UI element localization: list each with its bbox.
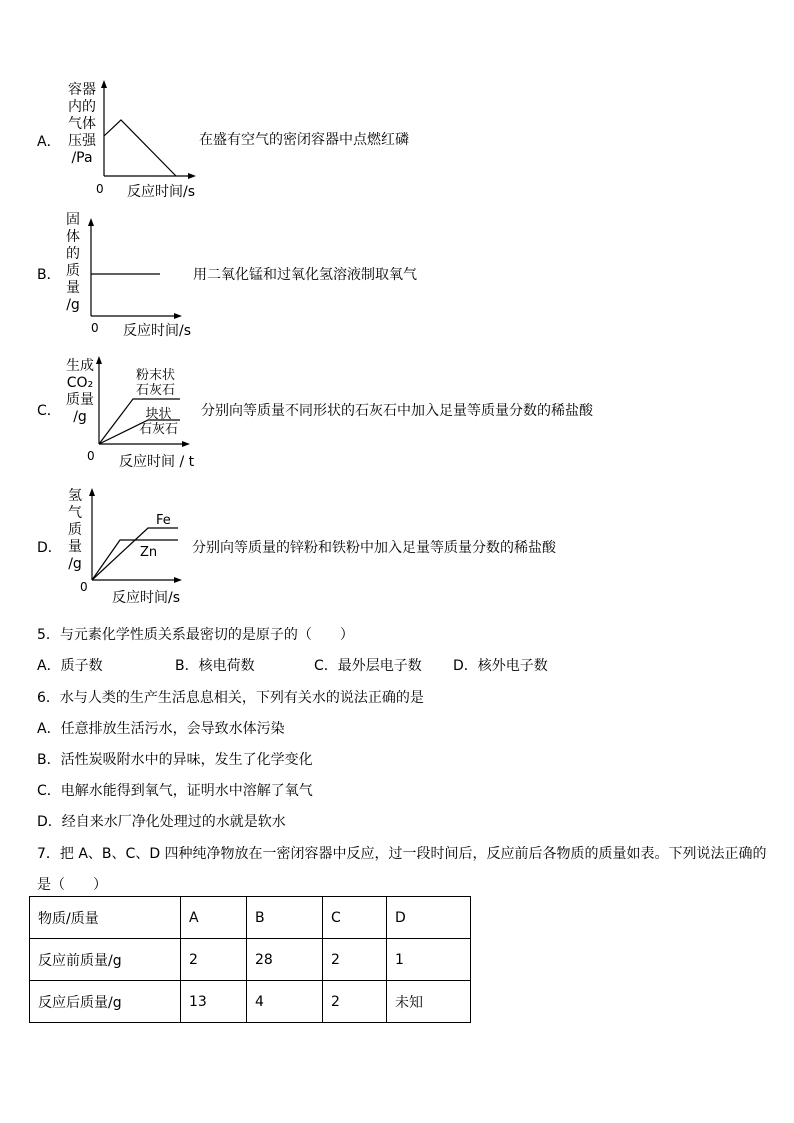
option-d-letter: D．: [37, 540, 62, 556]
question-6-option-a: A．任意排放生活污水，会导致水体污染: [37, 721, 285, 737]
table-cell: 28: [247, 939, 323, 981]
graph-c-x-arrow: [182, 441, 190, 447]
question-5-option-a: A．质子数: [37, 658, 103, 674]
question-6-option-c: C．电解水能得到氧气，证明水中溶解了氧气: [37, 783, 313, 799]
table-cell: 2: [323, 939, 387, 981]
graph-d-y-arrow: [89, 488, 95, 496]
table-row: [30, 939, 471, 981]
graph-a-xlabel: 反应时间/s: [127, 184, 196, 200]
graph-c-xlabel: 反应时间 / t: [119, 454, 195, 470]
graph-b-ylabel-line: 体: [66, 229, 80, 245]
graph-b-origin: 0: [91, 321, 99, 335]
graph-c-powder-label: [136, 368, 175, 398]
question-6-option-b: B．活性炭吸附水中的异味，发生了化学变化: [37, 752, 313, 768]
graph-d-ylabel-line: 量: [68, 539, 82, 555]
question-5-option-c: C．最外层电子数: [314, 658, 422, 674]
table-header-cell: D: [387, 897, 471, 939]
table-cell: 反应前质量/g: [30, 939, 181, 981]
graph-c-origin: 0: [87, 449, 95, 463]
question-5-stem: 5．与元素化学性质关系最密切的是原子的（ ）: [37, 627, 354, 643]
question-7-stem: 7．把 A、B、C、D 四种纯净物放在一密闭容器中反应，过一段时间后，反应前后各物质的质量如表。下列说法正确的: [37, 846, 767, 862]
graph-c-ylabel-line: 生成: [66, 358, 94, 374]
graph-c-block-label-line: 块状: [145, 407, 172, 422]
question-7-stem-continued: 是（ ）: [37, 877, 107, 893]
graph-d-ylabel-line: /g: [68, 556, 82, 572]
graph-b-ylabel-line: 的: [66, 246, 80, 262]
graph-d-x-arrow: [174, 577, 182, 583]
table-cell: 2: [323, 981, 387, 1023]
graph-d-curve-zn: [92, 540, 178, 580]
graph-d-description: 分别向等质量的锌粉和铁粉中加入足量等质量分数的稀盐酸: [192, 540, 556, 556]
graph-b-x-arrow: [174, 313, 182, 319]
table-cell: 13: [181, 981, 247, 1023]
graph-c-block-label: [139, 407, 178, 437]
option-c-letter: C．: [37, 403, 61, 419]
graph-d-ylabel: [64, 488, 86, 573]
graph-d-ylabel-line: 气: [68, 505, 82, 521]
graph-c-description: 分别向等质量不同形状的石灰石中加入足量等质量分数的稀盐酸: [201, 403, 593, 419]
graph-a-description: 在盛有空气的密闭容器中点燃红磷: [199, 132, 409, 148]
graph-c-block-label-line: 石灰石: [139, 422, 179, 437]
graph-a-ylabel-line: 内的: [68, 99, 96, 115]
question-6-stem: 6．水与人类的生产生活息息相关，下列有关水的说法正确的是: [37, 690, 424, 706]
graph-b-ylabel-line: 质: [66, 263, 80, 279]
graph-a-ylabel-line: 气体: [68, 116, 96, 132]
table-cell: 未知: [387, 981, 471, 1023]
graph-c-ylabel-line: 质量: [66, 392, 94, 408]
graph-a-curve: [104, 120, 176, 176]
graph-a-x-arrow: [188, 173, 196, 179]
table-header-cell: 物质/质量: [30, 897, 181, 939]
table-header-cell: A: [181, 897, 247, 939]
graph-c-ylabel-line: /g: [73, 409, 87, 425]
graph-d-fe-label: Fe: [156, 513, 171, 528]
table-cell: 4: [247, 981, 323, 1023]
graph-d-ylabel-line: 质: [68, 522, 82, 538]
graph-d-origin: 0: [80, 580, 88, 594]
graph-c-powder-label-line: 石灰石: [136, 383, 176, 398]
table-header-row: [30, 897, 471, 939]
graph-a-origin: 0: [96, 182, 104, 196]
graph-d-ylabel-line: 氢: [68, 488, 82, 504]
graph-a-ylabel-line: 压强: [68, 133, 96, 149]
table-cell: 1: [387, 939, 471, 981]
table-header-cell: B: [247, 897, 323, 939]
graph-a-ylabel: [62, 82, 102, 167]
graph-b-ylabel-line: 量: [66, 280, 80, 296]
graph-c-ylabel-line: CO₂: [66, 375, 94, 391]
graph-c-ylabel: [62, 358, 98, 426]
graph-a-ylabel-line: 容器: [68, 82, 96, 98]
graph-c-powder-label-line: 粉末状: [136, 368, 176, 383]
question-7-table: [29, 896, 471, 1023]
option-b-letter: B．: [37, 267, 61, 283]
table-header-cell: C: [323, 897, 387, 939]
graph-d-xlabel: 反应时间/s: [112, 590, 181, 606]
question-5-option-d: D．核外电子数: [453, 658, 548, 674]
table-cell: 反应后质量/g: [30, 981, 181, 1023]
graph-b-y-arrow: [88, 218, 94, 226]
graph-d-zn-label: Zn: [140, 545, 158, 560]
graph-a-ylabel-line: /Pa: [71, 150, 93, 166]
graph-b-ylabel: [62, 212, 84, 314]
question-6-option-d: D．经自来水厂净化处理过的水就是软水: [37, 814, 286, 830]
graph-b-ylabel-line: /g: [66, 297, 80, 313]
graph-b-description: 用二氧化锰和过氧化氢溶液制取氧气: [193, 267, 417, 283]
option-a-letter: A．: [37, 134, 61, 150]
graph-b-xlabel: 反应时间/s: [123, 323, 192, 339]
question-5-option-b: B．核电荷数: [175, 658, 255, 674]
table-cell: 2: [181, 939, 247, 981]
graph-d-curve-fe: [92, 528, 178, 580]
table-row: [30, 981, 471, 1023]
graph-b-ylabel-line: 固: [66, 212, 80, 228]
